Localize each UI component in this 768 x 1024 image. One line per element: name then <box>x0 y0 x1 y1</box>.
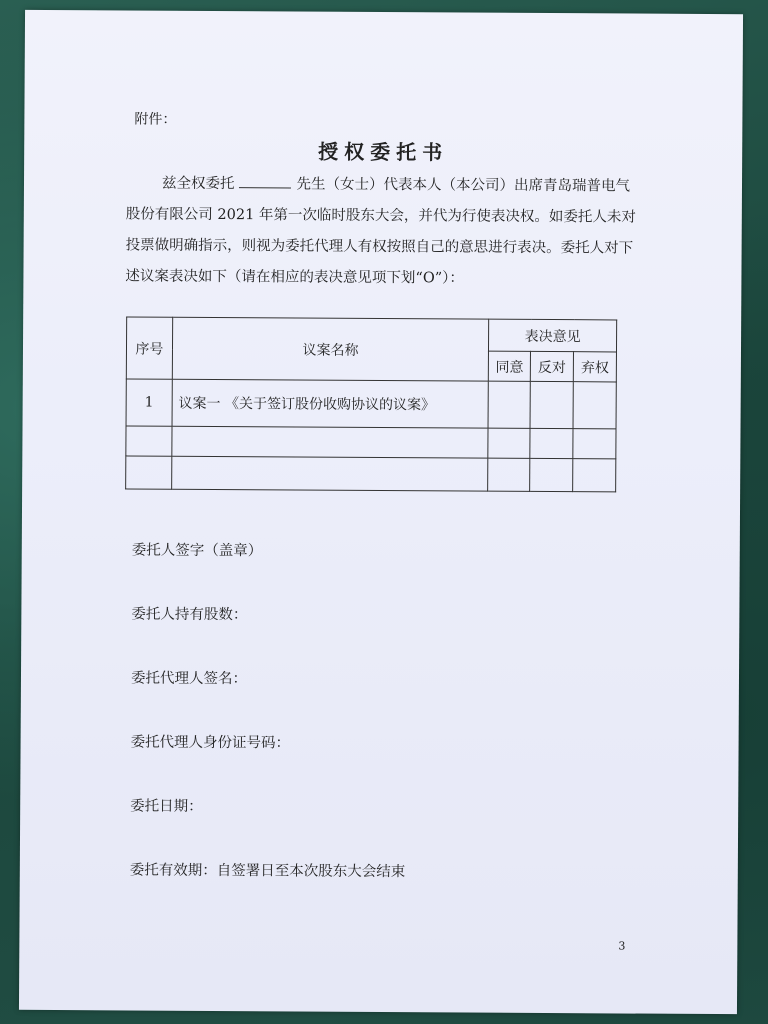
proxy-id-number-field: 委托代理人身份证号码： <box>130 734 291 752</box>
agree-cell[interactable] <box>488 381 530 428</box>
agree-cell[interactable] <box>488 428 530 458</box>
proxy-name-blank <box>238 173 290 188</box>
abstain-cell[interactable] <box>573 382 616 429</box>
header-oppose: 反对 <box>530 351 573 381</box>
row-proposal-name: 议案一 《关于签订股份收购协议的议案》 <box>172 379 489 428</box>
principal-signature-field: 委托人签字（盖章） <box>131 542 263 560</box>
header-abstain: 弃权 <box>573 352 616 382</box>
agree-cell[interactable] <box>488 458 530 491</box>
table-row <box>126 379 616 429</box>
oppose-cell[interactable] <box>530 458 573 491</box>
validity-period-field: 委托有效期：自签署日至本次股东大会结束 <box>129 862 406 881</box>
row-proposal-name <box>172 456 488 491</box>
abstain-cell[interactable] <box>573 429 616 459</box>
attachment-label: 附件： <box>134 111 177 128</box>
paragraph-line-1-end: 先生（女士）代表本人（本公司）出席青岛瑞普电气 <box>296 176 631 195</box>
table-row <box>126 456 616 492</box>
paragraph-line-4: 述议案表决如下（请在相应的表决意见项下划“O”）： <box>125 268 464 287</box>
header-seq: 序号 <box>126 317 172 379</box>
proxy-signature-field: 委托代理人签名： <box>130 670 248 688</box>
row-seq: 1 <box>126 379 172 426</box>
shares-held-field: 委托人持有股数： <box>131 606 248 624</box>
table-row <box>126 426 616 459</box>
oppose-cell[interactable] <box>530 381 573 428</box>
abstain-cell[interactable] <box>573 459 616 492</box>
header-voting-opinion: 表决意见 <box>489 319 617 352</box>
page-number: 3 <box>618 939 626 953</box>
document-page <box>19 10 743 1014</box>
document-title: 授权委托书 <box>318 139 449 165</box>
header-proposal-name: 议案名称 <box>172 317 489 381</box>
header-agree: 同意 <box>488 351 530 381</box>
paragraph-line-3: 投票做明确指示，则视为委托代理人有权按照自己的意思进行表决。委托人对下 <box>125 237 634 257</box>
authorization-date-field: 委托日期： <box>130 798 203 815</box>
row-seq <box>126 456 172 489</box>
paragraph-line-1 <box>126 168 631 202</box>
row-proposal-name <box>172 426 488 458</box>
authorization-paragraph <box>125 168 636 295</box>
paragraph-line-2: 股份有限公司 2021 年第一次临时股东大会，并代为行使表决权。如委托人未对 <box>125 206 636 226</box>
oppose-cell[interactable] <box>530 428 573 458</box>
paragraph-line-1-start: 兹全权委托 <box>161 175 235 193</box>
row-seq <box>126 426 172 456</box>
voting-table <box>125 316 617 492</box>
table-header-row <box>126 317 616 352</box>
